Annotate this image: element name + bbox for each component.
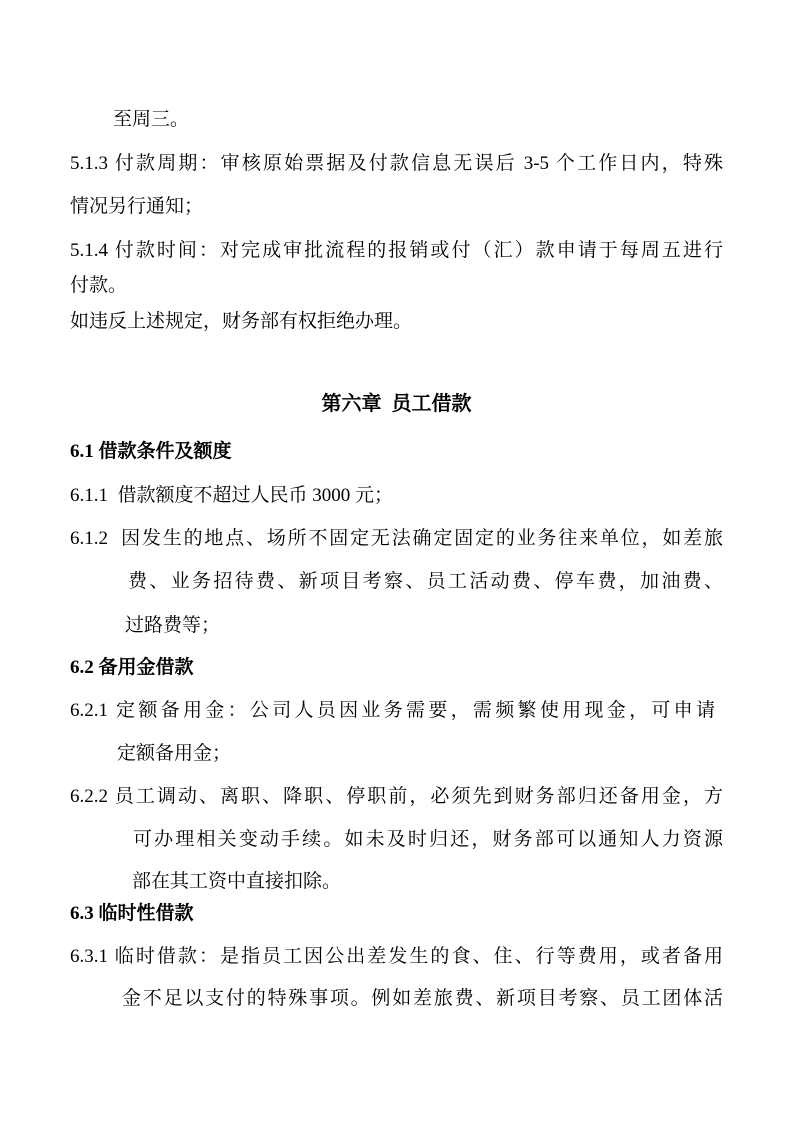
paragraph-5-1-3-line-2: 情况另行通知； xyxy=(70,196,204,217)
section-heading-6-2: 6.2 备用金借款 xyxy=(70,657,194,678)
paragraph-5-1-4-line-1: 5.1.4 付款时间：对完成审批流程的报销或付（汇）款申请于每周五进行 xyxy=(70,240,723,261)
paragraph-6-1-2-line-1: 6.1.2 因发生的地点、场所不固定无法确定固定的业务往来单位，如差旅 xyxy=(70,528,723,549)
paragraph-6-3-1-line-2: 金不足以支付的特殊事项。例如差旅费、新项目考察、员工团体活 xyxy=(122,988,723,1009)
paragraph-6-2-2-line-3: 部在其工资中直接扣除。 xyxy=(132,871,342,892)
paragraph-5-1-3-line-1: 5.1.3 付款周期：审核原始票据及付款信息无误后 3-5 个工作日内，特殊 xyxy=(70,153,723,174)
section-heading-6-3: 6.3 临时性借款 xyxy=(70,903,194,924)
paragraph-5-1-4-line-2: 付款。 xyxy=(70,275,128,296)
paragraph-6-2-2-line-1: 6.2.2 员工调动、离职、降职、停职前，必须先到财务部归还备用金，方 xyxy=(70,786,723,807)
chapter-6-title: 第六章 员工借款 xyxy=(321,393,472,415)
section-heading-6-1: 6.1 借款条件及额度 xyxy=(70,441,232,462)
paragraph-6-3-1-line-1: 6.3.1 临时借款：是指员工因公出差发生的食、住、行等费用，或者备用 xyxy=(70,946,723,967)
paragraph-6-1-1-line-1: 6.1.1 借款额度不超过人民币 3000 元； xyxy=(70,485,394,506)
paragraph-6-2-2-line-2: 可办理相关变动手续。如未及时归还，财务部可以通知人力资源 xyxy=(133,829,723,850)
carryover-line: 至周三。 xyxy=(113,109,190,130)
paragraph-6-2-1-line-1: 6.2.1 定额备用金：公司人员因业务需要，需频繁使用现金，可申请 xyxy=(70,700,715,721)
paragraph-6-1-2-line-2: 费、业务招待费、新项目考察、员工活动费、停车费，加油费、 xyxy=(128,571,723,592)
paragraph-6-1-2-line-3: 过路费等； xyxy=(125,615,221,636)
violation-note-line: 如违反上述规定，财务部有权拒绝办理。 xyxy=(70,311,413,332)
paragraph-6-2-1-line-2: 定额备用金； xyxy=(117,743,232,764)
